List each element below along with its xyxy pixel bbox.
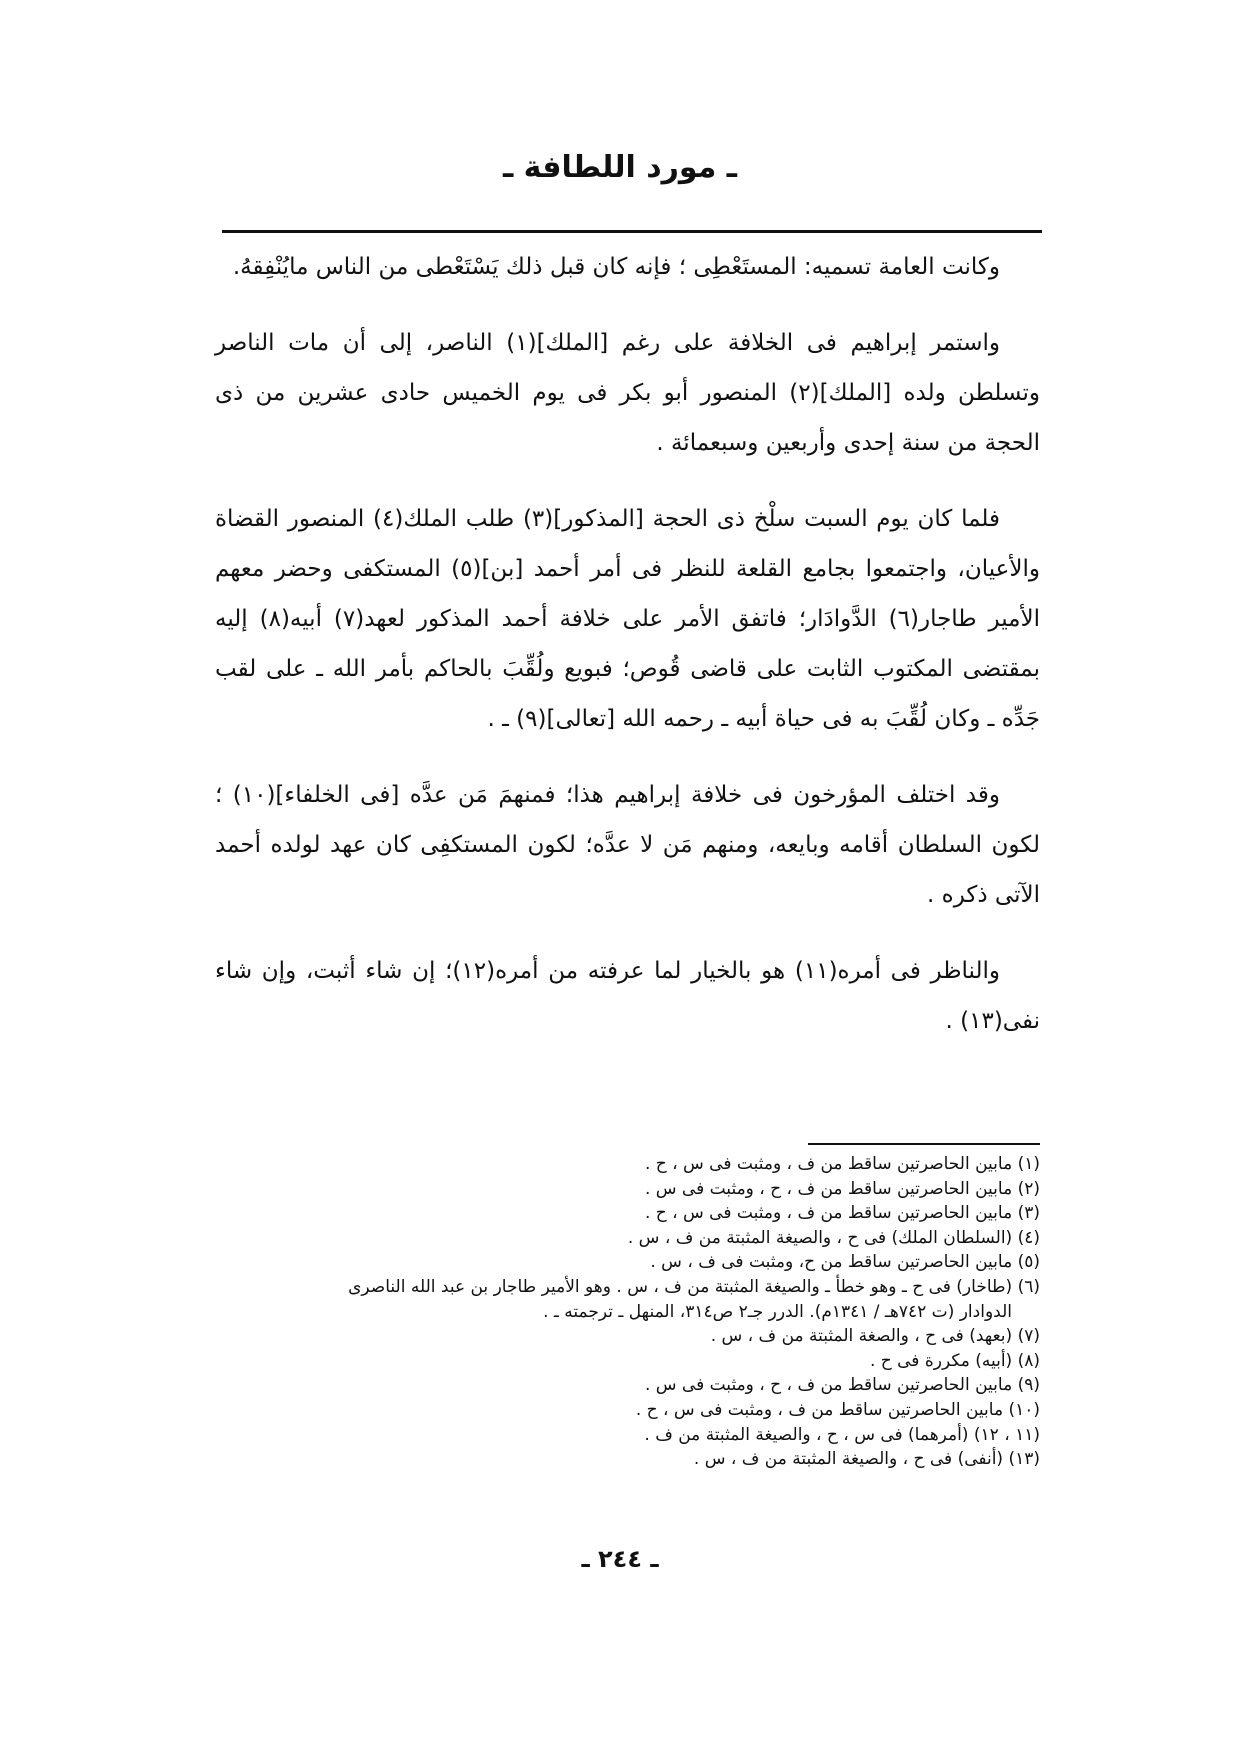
footnote-separator [808,1143,1040,1145]
footnote: (٦) (طاخار) فى ح ـ وهو خطأ ـ والصيغة المثبتة من ف ، س . وهو الأمير طاجار بن عبد الله الناصرى [348,1276,1040,1297]
page-number: ـ ٢٤٤ ـ [581,1545,659,1573]
footnote: (٧) (بعهد) فى ح ، والصغة المثبتة من ف ، س . [710,1326,1040,1347]
paragraph: واستمر إبراهيم فى الخلافة على رغم [الملك](١) الناصر، إلى أن مات الناصر وتسلطن ولده [الملك](٢) المنصور أبو بكر فى يوم الخميس حادى عشرين من ذى الحجة من سنة إحدى وأربعين وسبعمائة . [215,330,1041,456]
paragraph: وقد اختلف المؤرخون فى خلافة إبراهيم هذا؛ فمنهمَ مَن عدَّه [فى الخلفاء](١٠) ؛ لكون السلطان أقامه وبايعه، ومنهم مَن لا عدَّه؛ لكون المستكفِى كان عهد لولده أحمد الآتى ذكره . [215,782,1040,908]
paragraph: فلما كان يوم السبت سلْخ ذى الحجة [المذكور](٣) طلب الملك(٤) المنصور القضاة والأعيان، واجتمعوا بجامع القلعة للنظر فى أمر أحمد [بن](٥) المستكفى وحضر معهم الأمير طاجار(٦) الدَّوادَار؛ فاتفق الأمر على خلافة أحمد المذكور لعهد(٧) أبيه(٨) إليه بمقتضى المكتوب الثابت على قاضى قُوص؛ فبويع ولُقِّبَ بالحاكم بأمر الله ـ على لقب جَدِّه ـ وكان لُقِّبَ به فى حياة أبيه ـ رحمه الله [تعالى](٩) ـ . [215,506,1040,732]
paragraph: وكانت العامة تسميه: المستَعْطِى ؛ فإنه كان قبل ذلك يَسْتَعْطى من الناس مايُنْفِقهُ. [232,254,1000,280]
footnote: (١١ ، ١٢) (أمرهما) فى س ، ح ، والصيغة المثبتة من ف . [644,1424,1040,1445]
footnote: (٨) (أبيه) مكررة فى ح . [869,1350,1040,1371]
paragraph: والناظر فى أمره(١١) هو بالخيار لما عرفته من أمره(١٢)؛ إن شاء أثبت، وإن شاء نفى(١٣) . [215,958,1040,1034]
footnote: (٩) مابين الحاصرتين ساقط من ف ، ح ، ومثبت فى س . [644,1375,1040,1396]
footnotes-list [215,1152,1040,1472]
footnote: (١٠) مابين الحاصرتين ساقط من ف ، ومثبت فى س ، ح . [635,1399,1040,1420]
footnote-continuation: الدوادار (ت ٧٤٢هـ / ١٣٤١م). الدرر جـ٢ ص٣١٤، المنهل ـ ترجمته ـ . [543,1301,1012,1322]
footnote: (١٣) (أنفى) فى ح ، والصيغة المثبتة من ف ، س . [693,1449,1040,1470]
footnote: (١) مابين الحاصرتين ساقط من ف ، ومثبت فى س ، ح . [644,1154,1040,1174]
main-text [215,242,1040,1072]
footnote: (٣) مابين الحاصرتين ساقط من ف ، ومثبت فى س ، ح . [644,1203,1040,1224]
running-header-title: ـ مورد اللطافة ـ [502,150,737,185]
footnote: (٥) مابين الحاصرتين ساقط من ح، ومثبت فى ف ، س . [650,1252,1040,1273]
footnote: (٢) مابين الحاصرتين ساقط من ف ، ح ، ومثبت فى س . [644,1178,1040,1199]
footnote: (٤) (السلطان الملك) فى ح ، والصيغة المثبتة من ف ، س . [627,1227,1040,1248]
header-rule [222,230,1042,233]
